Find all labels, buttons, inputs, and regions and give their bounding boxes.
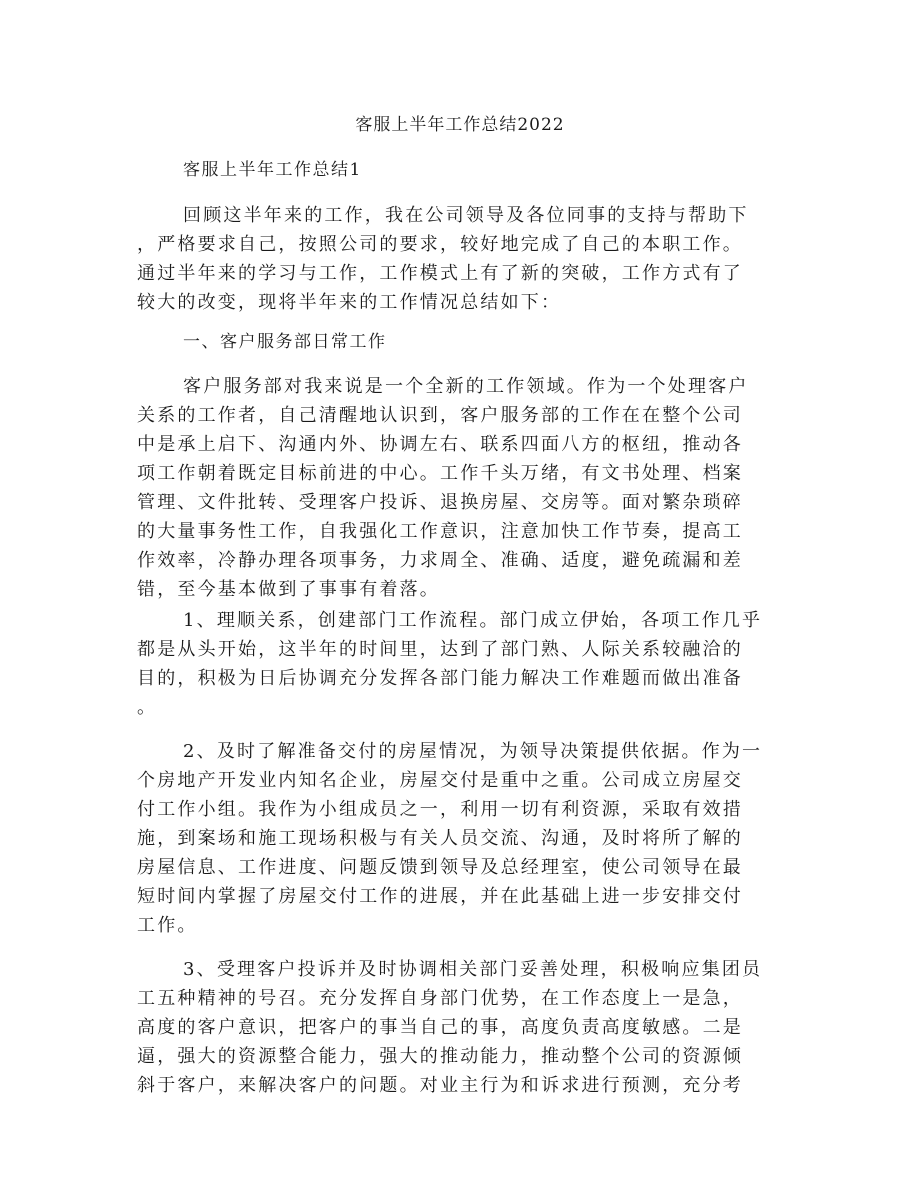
text-line: 短时间内掌握了房屋交付工作的进展，并在此基础上进一步安排交付 bbox=[137, 886, 743, 907]
text-line: 房屋信息、工作进度、问题反馈到领导及总经理室，使公司领导在最 bbox=[137, 857, 743, 878]
section-subtitle: 客服上半年工作总结1 bbox=[183, 160, 362, 180]
text-line: 客户服务部对我来说是一个全新的工作领域。作为一个处理客户 bbox=[183, 376, 749, 397]
text-line: 个房地产开发业内知名企业，房屋交付是重中之重。公司成立房屋交 bbox=[137, 770, 743, 791]
text-line: 作效率，冷静办理各项事务，力求周全、准确、适度，避免疏漏和差 bbox=[137, 550, 743, 571]
text-line: 付工作小组。我作为小组成员之一，利用一切有利资源，采取有效措 bbox=[137, 799, 743, 820]
text-line: 管理、文件批转、受理客户投诉、退换房屋、交房等。面对繁杂琐碎 bbox=[137, 492, 743, 513]
text-line: 1、理顺关系，创建部门工作流程。部门成立伊始，各项工作几乎 bbox=[183, 610, 763, 631]
text-line: 。 bbox=[137, 697, 158, 718]
item2-paragraph bbox=[137, 737, 787, 940]
text-line: 2、及时了解准备交付的房屋情况，为领导决策提供依据。作为一 bbox=[183, 741, 763, 762]
text-line: 工作。 bbox=[137, 915, 198, 936]
text-line: 较大的改变，现将半年来的工作情况总结如下： bbox=[137, 292, 562, 313]
text-line: 逼，强大的资源整合能力，强大的推动能力，推动整个公司的资源倾 bbox=[137, 1046, 743, 1067]
text-line: 施，到案场和施工现场积极与有关人员交流、沟通，及时将所了解的 bbox=[137, 828, 743, 849]
text-line: 回顾这半年来的工作，我在公司领导及各位同事的支持与帮助下 bbox=[183, 205, 749, 226]
text-line: 斜于客户，来解决客户的问题。对业主行为和诉求进行预测，充分考 bbox=[137, 1075, 743, 1096]
text-line: 都是从头开始，这半年的时间里，达到了部门熟、人际关系较融洽的 bbox=[137, 639, 743, 660]
intro-paragraph bbox=[137, 201, 787, 317]
text-line: 工五种精神的号召。充分发挥自身部门优势，在工作态度上一是急， bbox=[137, 988, 743, 1009]
text-line: 3、受理客户投诉并及时协调相关部门妥善处理，积极响应集团员 bbox=[183, 959, 763, 980]
text-line: 高度的客户意识，把客户的事当自己的事，高度负责高度敏感。二是 bbox=[137, 1017, 743, 1038]
text-line: 目的，积极为日后协调充分发挥各部门能力解决工作难题而做出准备 bbox=[137, 668, 743, 689]
section-heading: 一、客户服务部日常工作 bbox=[183, 332, 387, 352]
text-line: 通过半年来的学习与工作，工作模式上有了新的突破，工作方式有了 bbox=[137, 263, 743, 284]
item3-paragraph bbox=[137, 955, 787, 1100]
text-line: 错，至今基本做到了事事有着落。 bbox=[137, 579, 440, 600]
section1-paragraph bbox=[137, 372, 787, 604]
text-line: 的大量事务性工作，自我强化工作意识，注意加快工作节奏，提高工 bbox=[137, 521, 743, 542]
text-line: 关系的工作者，自己清醒地认识到，客户服务部的工作在在整个公司 bbox=[137, 405, 743, 426]
text-line: 项工作朝着既定目标前进的中心。工作千头万绪，有文书处理、档案 bbox=[137, 463, 743, 484]
text-line: 中是承上启下、沟通内外、协调左右、联系四面八方的枢纽，推动各 bbox=[137, 434, 743, 455]
item1-paragraph bbox=[137, 606, 787, 722]
text-line: ，严格要求自己，按照公司的要求，较好地完成了自己的本职工作。 bbox=[137, 234, 743, 255]
document-title: 客服上半年工作总结2022 bbox=[355, 115, 565, 135]
